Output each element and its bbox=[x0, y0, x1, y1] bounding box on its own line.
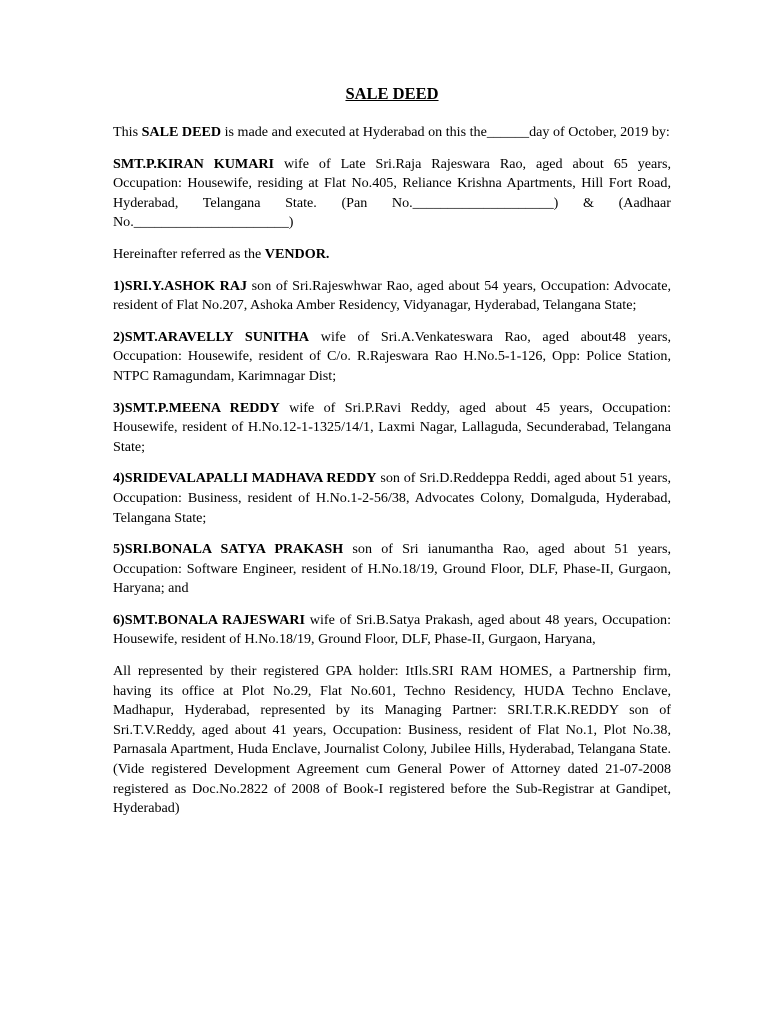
vendor-person-paragraph bbox=[113, 155, 671, 233]
party-details: wife of Sri.B.Satya Prakash, aged about 48 years, Occupation: Housewife, resident of H.No.18/19, Ground Floor, DLF, Phase-II, Gurgaon, Haryana, bbox=[113, 611, 671, 648]
vendor-label-prefix: Hereinafter referred as the bbox=[113, 245, 265, 262]
party-name: 6)SMT.BONALA RAJESWARI bbox=[113, 611, 306, 628]
party-name: 2)SMT.ARAVELLY SUNITHA bbox=[113, 328, 310, 345]
party-details: son of Sri ianumantha Rao, aged about 51 years, Occupation: Software Engineer, resident of H.No.18/19, Ground Floor, DLF, Phase-II, Gurgaon, Haryana; and bbox=[113, 541, 671, 597]
party-name: 3)SMT.P.MEENA REDDY bbox=[113, 399, 280, 416]
party-name: 1)SRI.Y.ASHOK RAJ bbox=[113, 277, 248, 294]
vendor-label-paragraph bbox=[113, 245, 671, 265]
party-3-paragraph bbox=[113, 399, 671, 458]
party-4-paragraph bbox=[113, 469, 671, 528]
document-title: SALE DEED bbox=[345, 84, 439, 103]
party-details: wife of Sri.A.Venkateswara Rao, aged about48 years, Occupation: Housewife, resident of C/o. R.Rajeswara Rao H.No.5-1-126, Opp: Police Station, NTPC Ramagundam, Karimnagar Dist; bbox=[113, 328, 671, 384]
party-2-paragraph bbox=[113, 328, 671, 387]
party-details: son of Sri.Rajeswhwar Rao, aged about 54 years, Occupation: Advocate, resident of Flat No.207, Ashoka Amber Residency, Vidyanagar, Hyderabad, Telangana State; bbox=[113, 277, 671, 314]
vendor-label-bold: VENDOR. bbox=[264, 245, 330, 262]
party-6-paragraph bbox=[113, 611, 671, 650]
intro-paragraph bbox=[113, 123, 671, 143]
party-1-paragraph bbox=[113, 277, 671, 316]
vendor-person-name: SMT.P.KIRAN KUMARI bbox=[113, 155, 275, 172]
party-details: son of Sri.D.Reddeppa Reddi, aged about 51 years, Occupation: Business, resident of H.No.1-2-56/38, Advocates Colony, Domalguda, Hyderabad, Telangana State; bbox=[113, 470, 671, 526]
vendor-person-details: wife of Late Sri.Raja Rajeswara Rao, aged about 65 years, Occupation: Housewife, residing at Flat No.405, Reliance Krishna Apartments, Hill Fort Road, Hyderabad, Telangana State. (Pan No.____________________) & (Aadhaar No.______________________) bbox=[113, 155, 671, 231]
representation-paragraph: All represented by their registered GPA holder: ItIls.SRI RAM HOMES, a Partnership firm, having its office at Plot No.29, Flat No.601, Techno Residency, HUDA Techno Enclave, Madhapur, Hyderabad, represented by its Managing Partner: SRI.T.R.K.REDDY son of Sri.T.V.Reddy, aged about 41 years, Occupation: Business, resident of Flat No.1, Plot No.38, Parnasala Apartment, Huda Enclave, Journalist Colony, Jubilee Hills, Hyderabad, Telangana State.(Vide registered Development Agreement cum General Power of Attorney dated 21-07-2008 registered as Doc.No.2822 of 2008 of Book-I registered before the Sub-Registrar at Gandipet, Hyderabad) bbox=[113, 663, 671, 817]
intro-rest: is made and executed at Hyderabad on this the______day of October, 2019 by: bbox=[221, 124, 670, 140]
party-name: 4)SRIDEVALAPALLI MADHAVA REDDY bbox=[113, 470, 377, 487]
party-details: wife of Sri.P.Ravi Reddy, aged about 45 years, Occupation: Housewife, resident of H.No.12-1-1325/14/1, Laxmi Nagar, Lallaguda, Secunderabad, Telangana State; bbox=[113, 399, 671, 455]
party-5-paragraph bbox=[113, 540, 671, 599]
party-name: 5)SRI.BONALA SATYA PRAKASH bbox=[113, 541, 344, 558]
intro-bold-title: SALE DEED bbox=[141, 124, 222, 140]
intro-prefix: This bbox=[113, 124, 142, 140]
document-page bbox=[113, 84, 671, 831]
